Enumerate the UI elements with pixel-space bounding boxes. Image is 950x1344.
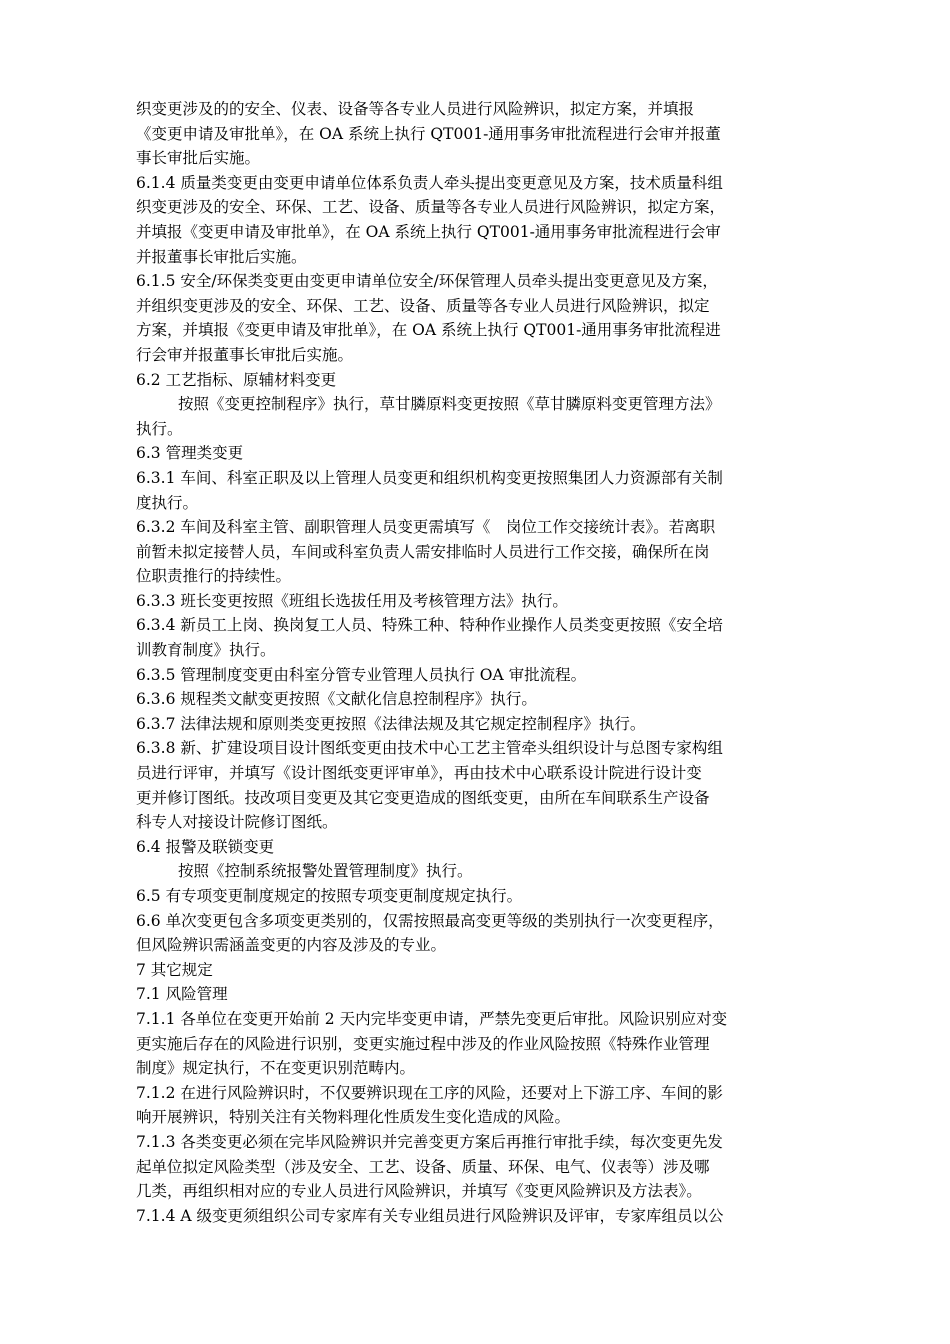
text-line: 6.3.8 新、扩建设项目设计图纸变更由技术中心工艺主管牵头组织设计与总图专家构组	[136, 739, 723, 758]
text-line: 并报董事长审批后实施。	[136, 247, 307, 266]
text-line: 起单位拟定风险类型（涉及安全、工艺、设备、质量、环保、电气、仪表等）涉及哪	[136, 1157, 710, 1176]
text-line: 度执行。	[136, 493, 199, 512]
text-line: 7 其它规定	[136, 960, 213, 979]
text-line: 训教育制度》执行。	[136, 641, 276, 660]
text-line: 行会审并报董事长审批后实施。	[136, 345, 354, 364]
text-line: 更实施后存在的风险进行识别，变更实施过程中涉及的作业风险按照《特殊作业管理	[136, 1034, 710, 1053]
text-line: 6.3.4 新员工上岗、换岗复工人员、特殊工种、特种作业操作人员类变更按照《安全培	[136, 616, 723, 635]
text-line: 6.5 有专项变更制度规定的按照专项变更制度规定执行。	[136, 887, 523, 905]
text-line: 几类，再组织相对应的专业人员进行风险辨识，并填写《变更风险辨识及方法表》。	[136, 1182, 702, 1201]
text-line: 执行。	[136, 419, 183, 438]
text-line: 7.1 风险管理	[136, 985, 228, 1004]
text-line: 7.1.2 在进行风险辨识时，不仅要辨识现在工序的风险，还要对上下游工序、车间的影	[136, 1083, 723, 1102]
text-line: 7.1.1 各单位在变更开始前 2 天内完毕变更申请，严禁先变更后审批。风险识别应对变	[136, 1009, 728, 1028]
text-line: 员进行评审，并填写《设计图纸变更评审单》，再由技术中心联系设计院进行设计变	[136, 764, 702, 783]
text-line: 织变更涉及的的安全、仪表、设备等各专业人员进行风险辨识，拟定方案，并填报	[136, 100, 695, 118]
text-line: 织变更涉及的安全、环保、工艺、设备、质量等各专业人员进行风险辨识，拟定方案，	[136, 198, 726, 217]
text-line: 制度》规定执行，不在变更识别范畴内。	[136, 1059, 416, 1078]
text-line: 方案，并填报《变更申请及审批单》，在 OA 系统上执行 QT001-通用事务审批流程进	[136, 321, 721, 340]
text-line: 但风险辨识需涵盖变更的内容及涉及的专业。	[136, 936, 447, 955]
document-body	[136, 97, 852, 1228]
text-line: 按照《变更控制程序》执行，草甘膦原料变更按照《草甘膦原料变更管理方法》	[178, 395, 721, 414]
text-line: 并组织变更涉及的安全、环保、工艺、设备、质量等各专业人员进行风险辨识，拟定	[136, 296, 710, 315]
text-line: 科专人对接设计院修订图纸。	[136, 813, 338, 832]
text-line: 6.3.7 法律法规和原则类变更按照《法律法规及其它规定控制程序》执行。	[136, 714, 646, 733]
text-line: 7.1.3 各类变更必须在完毕风险辨识并完善变更方案后再推行审批手续，每次变更先发	[136, 1132, 723, 1151]
text-line: 6.3.2 车间及科室主管、副职管理人员变更需填写《 岗位工作交接统计表》。若离职	[136, 518, 716, 537]
text-line: 并填报《变更申请及审批单》，在 OA 系统上执行 QT001-通用事务审批流程进行会审	[136, 222, 721, 241]
text-line: 6.6 单次变更包含多项变更类别的，仅需按照最高变更等级的类别执行一次变更程序，	[136, 911, 724, 930]
text-line: 6.2 工艺指标、原辅材料变更	[136, 370, 337, 389]
text-line: 6.3.6 规程类文献变更按照《文献化信息控制程序》执行。	[136, 690, 537, 709]
text-line: 6.1.5 安全/环保类变更由变更申请单位安全/环保管理人员牵头提出变更意见及方案，	[136, 272, 718, 291]
text-line: 位职责推行的持续性。	[136, 567, 292, 586]
text-line: 更并修订图纸。技改项目变更及其它变更造成的图纸变更，由所在车间联系生产设备	[136, 788, 710, 807]
text-line: 前暂未拟定接替人员，车间或科室负责人需安排临时人员进行工作交接，确保所在岗	[136, 542, 710, 561]
text-line: 6.1.4 质量类变更由变更申请单位体系负责人牵头提出变更意见及方案，技术质量科组	[136, 173, 723, 192]
text-line: 7.1.4 A 级变更须组织公司专家库有关专业组员进行风险辨识及评审，专家库组员以公	[136, 1206, 724, 1225]
text-line: 响开展辨识，特别关注有关物料理化性质发生变化造成的风险。	[136, 1108, 571, 1127]
text-line: 6.3.1 车间、科室正职及以上管理人员变更和组织机构变更按照集团人力资源部有关制	[136, 468, 723, 487]
text-line: 6.3 管理类变更	[136, 444, 244, 463]
text-line: 事长审批后实施。	[136, 149, 261, 168]
text-line: 《变更申请及审批单》，在 OA 系统上执行 QT001-通用事务审批流程进行会审并报董	[136, 124, 721, 143]
text-line: 按照《控制系统报警处置管理制度》执行。	[178, 862, 473, 881]
text-line: 6.3.5 管理制度变更由科室分管专业管理人员执行 OA 审批流程。	[136, 665, 587, 684]
text-line: 6.4 报警及联锁变更	[136, 837, 275, 856]
text-line: 6.3.3 班长变更按照《班组长选拔任用及考核管理方法》执行。	[136, 591, 568, 610]
